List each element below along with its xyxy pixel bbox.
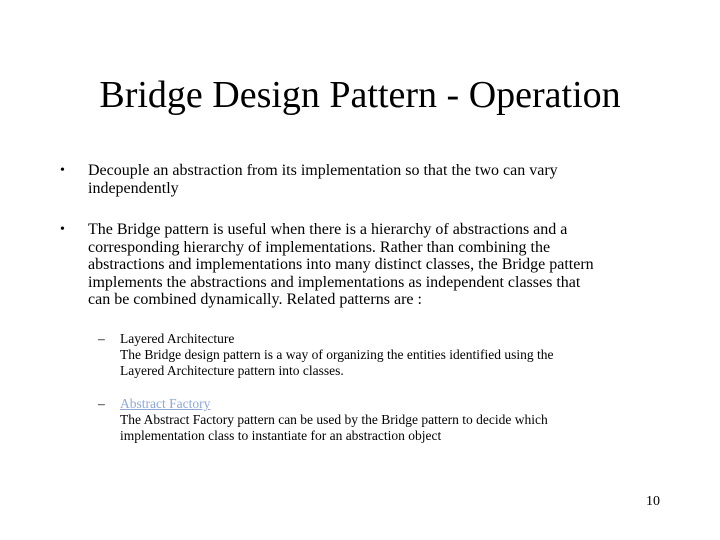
text-line: The Abstract Factory pattern can be used by the Bridge pattern to decide which [120, 412, 548, 427]
text-line: The Bridge pattern is useful when there is a hierarchy of abstractions and a [88, 221, 568, 238]
bullet-text [88, 162, 668, 197]
text-line: The Bridge design pattern is a way of organizing the entities identified using the [120, 347, 554, 362]
text-line: corresponding hierarchy of implementations. Rather than combining the [88, 238, 551, 256]
text-line: can be combined dynamically. Related patterns are : [88, 291, 422, 308]
related-pattern-heading: Layered Architecture [120, 331, 235, 346]
bullet-mark: • [60, 163, 65, 178]
text-line: implementation class to instantiate for an abstraction object [120, 428, 442, 443]
dash-mark: – [98, 396, 105, 411]
text-line: independently [88, 179, 179, 197]
bullet-mark: • [60, 222, 65, 237]
abstract-factory-link[interactable]: Abstract Factory [120, 396, 211, 411]
slide-title: Bridge Design Pattern - Operation [99, 74, 621, 116]
text-line: Decouple an abstraction from its implementation so that the two can vary [88, 162, 558, 179]
bullet-text [88, 221, 668, 309]
dash-mark: – [98, 331, 105, 346]
text-line: Layered Architecture pattern into classes. [120, 363, 344, 378]
text-line: abstractions and implementations into many distinct classes, the Bridge pattern [88, 256, 594, 273]
text-line: implements the abstractions and implementations as independent classes that [88, 273, 581, 291]
page-number: 10 [646, 494, 660, 509]
